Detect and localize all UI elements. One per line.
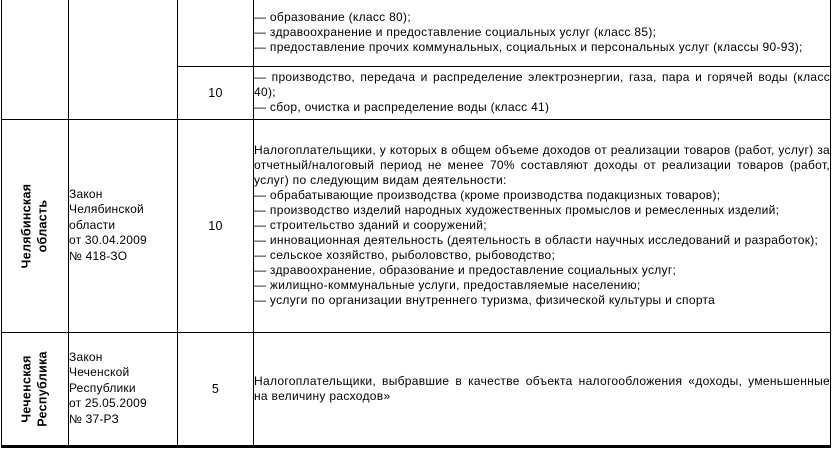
description-cell (254, 332, 831, 446)
description-cell (254, 66, 831, 119)
region-label-line: Республика (35, 350, 49, 427)
table-row-continuation-sub1 (2, 0, 831, 66)
law-cell-chechnya (69, 332, 178, 446)
table-row-chelyabinsk (2, 119, 831, 332)
regional-tax-law-table (1, 0, 831, 448)
region-cell-chechnya (2, 332, 69, 446)
law-reference-line: Закон (69, 349, 103, 364)
description-line: — услуги по организации внутреннего туризма, физической культуры и спорта (254, 293, 716, 307)
description-line: — жилищно-коммунальные услуги, предоставляемые населению; (254, 278, 641, 292)
law-reference-line: Закон (69, 186, 103, 201)
law-cell-chelyabinsk (69, 119, 178, 332)
description-cell (254, 0, 831, 66)
description-line: — производство изделий народных художественных промыслов и ремесленных изделий; (254, 203, 780, 217)
description-line: — обрабатывающие производства (кроме производства подакцизных товаров); (254, 188, 721, 202)
description-line: — сельское хозяйство, рыболовство, рыбоводство; (254, 248, 556, 262)
description-line: — предоставление прочих коммунальных, социальных и персональных услуг (классы 90-93); (254, 40, 803, 55)
law-cell-empty (69, 0, 178, 119)
law-reference-line: № 418-ЗО (69, 248, 128, 263)
law-reference-line: № 37-РЗ (69, 411, 119, 426)
rate-cell (178, 0, 254, 66)
law-reference-line: от 30.04.2009 (69, 233, 147, 248)
description-line: Налогоплательщики, выбравшие в качестве объекта налогообложения «доходы, уменьшенные на величину расходов» (254, 373, 830, 403)
region-label-line: область (35, 199, 49, 252)
description-line: — строительство зданий и сооружений; (254, 218, 487, 232)
rate-cell: 10 (178, 66, 254, 119)
region-label-line: Чеченская (19, 354, 34, 423)
region-label-line: Челябинская (19, 183, 34, 268)
rate-cell: 5 (178, 332, 254, 446)
rate-cell: 10 (178, 119, 254, 332)
description-cell (254, 119, 831, 332)
law-reference-line: области (69, 217, 116, 232)
region-label-chechnya (20, 351, 51, 427)
description-line: — образование (класс 80); (254, 10, 411, 25)
description-line: — производство, передача и распределение электроэнергии, газа, пара и горячей воды (класс 40); (254, 70, 830, 99)
description-line: — здравоохранение, образование и предоставление социальных услуг; (254, 263, 677, 277)
description-line: — сбор, очистка и распределение воды (класс 41) (254, 100, 550, 114)
description-line: Налогоплательщики, у которых в общем объеме доходов от реализации товаров (работ, услуг) за отчетный/налоговый период не менее 70% составляют доходы от реализации товаров (работ, услуг) по следующим видам деятельности: (254, 143, 830, 187)
law-reference-line: Чеченской (69, 365, 130, 380)
region-label-chelyabinsk (20, 183, 51, 268)
law-reference-line: Челябинской (69, 202, 144, 217)
law-reference-line: от 25.05.2009 (69, 396, 147, 411)
law-reference-line: Республики (69, 380, 136, 395)
region-cell-chelyabinsk (2, 119, 69, 332)
description-line: — инновационная деятельность (деятельность в области научных исследований и разработок); (254, 233, 819, 247)
table-row-chechnya (2, 332, 831, 446)
description-line: — здравоохранение и предоставление социальных услуг (класс 85); (254, 25, 657, 40)
region-cell-empty (2, 0, 69, 119)
